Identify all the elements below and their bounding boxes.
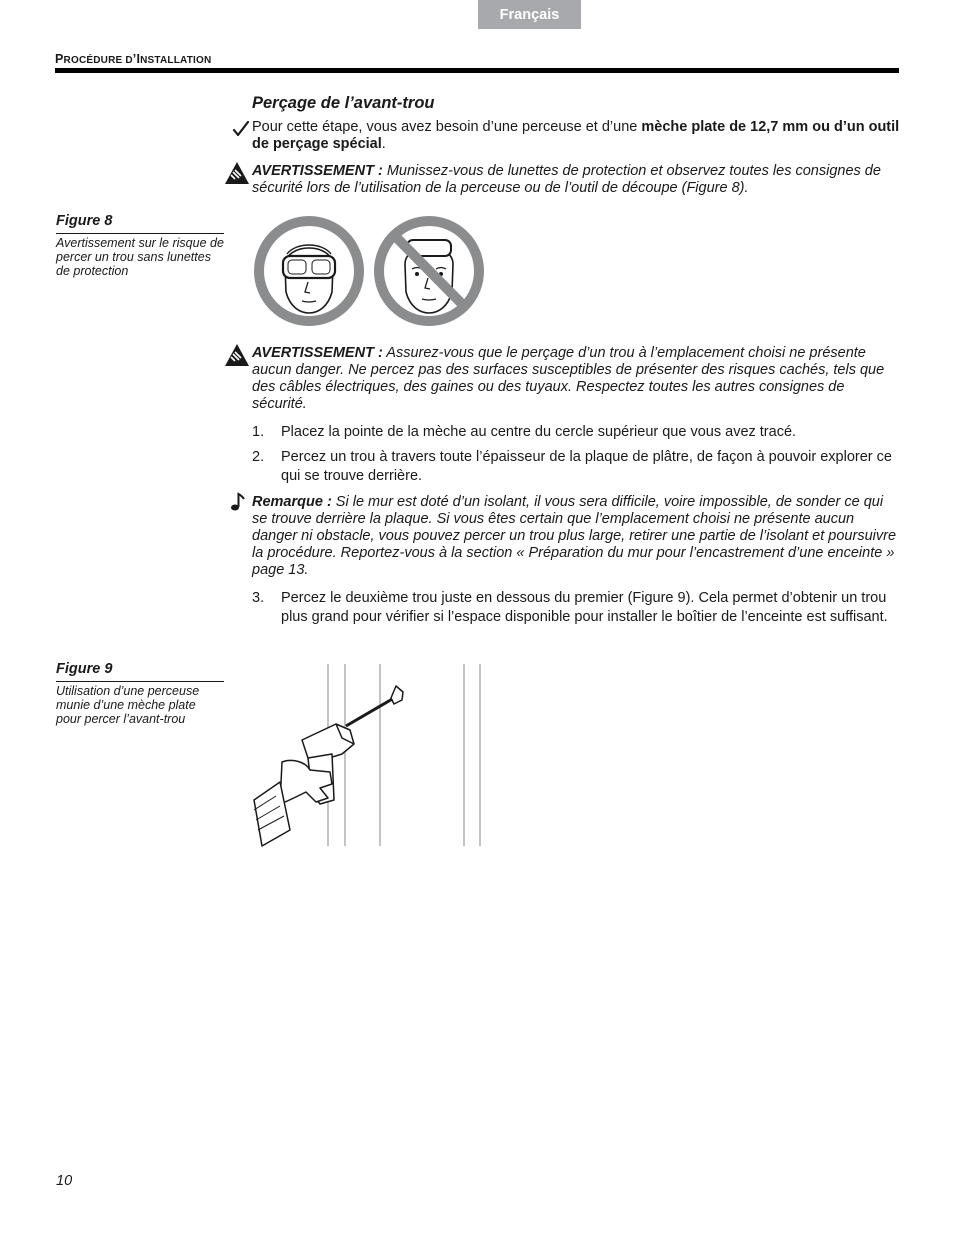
warning-icon [224, 343, 250, 367]
figure-8-illustration [252, 214, 488, 330]
figure-8-title: Figure 8 [56, 213, 224, 234]
step-text: Placez la pointe de la mèche au centre du cercle supérieur que vous avez tracé. [281, 424, 797, 440]
figure-8-caption: Avertissement sur le risque de percer un trou sans lunettes de protection [56, 236, 224, 278]
section-header-initial: P [55, 52, 64, 66]
intro-paragraph [252, 119, 900, 153]
section-header [55, 52, 211, 66]
intro-text: Pour cette étape, vous avez besoin d’une perceuse et d’une [252, 119, 642, 135]
language-tab[interactable]: Français [478, 0, 581, 29]
warning-text: Munissez-vous de lunettes de protection et observez toutes les consignes de sécurité lors de l’utilisation de la perceuse ou de l’outil de découpe (Figure 8). [252, 163, 881, 196]
note-paragraph [252, 494, 900, 579]
figure-9-illustration [250, 662, 490, 848]
warning-icon [224, 161, 250, 185]
warning-label: AVERTISSEMENT : [252, 345, 383, 361]
list-item-step-2 [252, 448, 900, 486]
warning-paragraph-1 [252, 163, 900, 197]
step-text: Percez le deuxième trou juste en dessous du premier (Figure 9). Cela permet d’obtenir un trou plus grand pour vérifier si l’espace disponible pour installer le boîtier de l’enceinte est suffisant. [281, 590, 888, 625]
note-text: Si le mur est doté d’un isolant, il vous sera difficile, voire impossible, de sonder ce qui se trouve derrière la plaque. Si vous êtes certain que l’emplacement choisi ne présente aucun danger ni obstacle, vous pouvez percer un trou plus large, retirer une partie de l’isolant et poursuivre la procédure. Reportez-vous à la section « Préparation du mur pour l’encastrement d’une enceinte » page 13. [252, 494, 897, 578]
step-number: 1. [252, 424, 265, 440]
step-number: 2. [252, 449, 265, 465]
warning-label: AVERTISSEMENT : [252, 163, 383, 179]
step-text: Percez un trou à travers toute l’épaisseur de la plaque de plâtre, de façon à pouvoir explorer ce qui se trouve derrière. [281, 449, 892, 484]
warning-text: Assurez-vous que le perçage d’un trou à l’emplacement choisi ne présente aucun danger. Ne percez pas des surfaces susceptibles de présenter des risques cachés, tels que des câbles électriques, des gaines ou des tuyaux. Respectez toutes les autres consignes de sécurité. [252, 345, 885, 412]
figure-9-caption: Utilisation d’une perceuse munie d’une mèche plate pour percer l’avant-trou [56, 684, 200, 726]
intro-bold: mèche plate de 12,7 mm ou d’un outil de perçage spécial [252, 119, 900, 152]
header-rule [55, 68, 899, 73]
face-with-goggles [259, 221, 359, 321]
figure-9-title: Figure 9 [56, 661, 224, 682]
step-number: 3. [252, 590, 265, 606]
section-header-part-1: ROCÉDURE D [63, 55, 133, 66]
face-without-goggles [379, 221, 479, 321]
section-header-initial-2: ’I [132, 52, 141, 66]
list-item-step-3 [252, 589, 900, 627]
figure-9-label [56, 661, 224, 726]
page-number: 10 [56, 1173, 73, 1189]
note-label: Remarque : [252, 494, 332, 510]
page-title: Perçage de l’avant-trou [252, 94, 435, 112]
section-header-part-2: NSTALLATION [140, 55, 212, 66]
intro-end: . [381, 136, 386, 152]
figure-8-label [56, 213, 224, 278]
list-item-step-1 [252, 423, 900, 442]
checkmark-icon [232, 120, 250, 138]
warning-paragraph-2 [252, 345, 900, 413]
note-icon [230, 492, 246, 512]
wall-studs [328, 664, 480, 846]
